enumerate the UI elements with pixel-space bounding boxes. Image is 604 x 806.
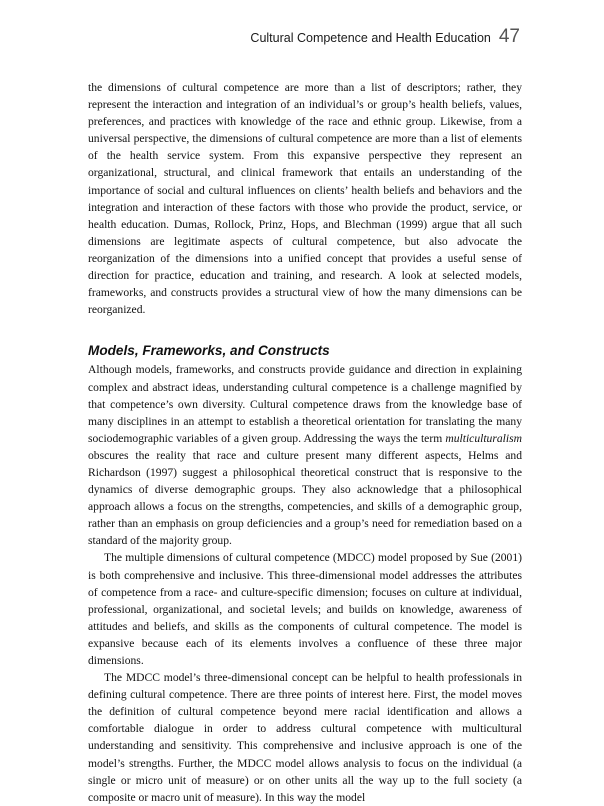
paragraph-continued: the dimensions of cultural competence are more than a list of descriptors; rather, they represent the interaction and integration of an individual’s or group’s health beliefs, values, preferences, and practices with knowledge of the race and ethnic group. Likewise, from a universal perspective, the dimensions of cultural competence are more than a list of elements of the health service system. From this expansive perspective they represent an organizational, structural, and clinical framework that entails an understanding of the importance of social and cultural influences on clients’ health beliefs and behaviors and the integration and interaction of these factors with those who provide the product, service, or health education. Dumas, Rollock, Prinz, Hops, and Blechman (1999) argue that all such dimensions are legitimate aspects of cultural competence, but also advocate the reorganization of the dimensions into a unified concept that provides a useful sense of direction for practice, education and training, and research. A look at selected models, frameworks, and constructs provides a structural view of how the many dimensions can be reorganized. <box>88 81 522 317</box>
running-head <box>250 26 520 48</box>
paragraph-mdcc-concept: The MDCC model’s three-dimensional concept can be helpful to health professionals in defining cultural competence. There are three points of interest here. First, the model moves the definition of cultural competence beyond mere racial identification and allows a comfortable dialogue in order to address cultural competence with multicultural understanding and sensitivity. This comprehensive and inclusive approach is one of the model’s strengths. Further, the MDCC model allows analysis to focus on the individual (a single or micro unit of measure) or on other units all the way up to the full society (a composite or macro unit of measure). In this way the model <box>88 671 522 804</box>
paragraph-text: Although models, frameworks, and constructs provide guidance and direction in explaining complex and abstract ideas, understanding cultural competence is a challenge magnified by that competence’s own diversity. Cultural competence draws from the knowledge base of many disciplines in an attempt to establish a theoretical orientation for translating the many sociodemographic variables of a given group. Addressing the ways the term <box>88 363 522 445</box>
italic-term: multiculturalism <box>445 431 522 445</box>
body-text <box>88 79 522 806</box>
page-number: 47 <box>498 26 520 47</box>
section-heading: Models, Frameworks, and Constructs <box>88 343 330 359</box>
paragraph-mdcc-model: The multiple dimensions of cultural competence (MDCC) model proposed by Sue (2001) is both comprehensive and inclusive. This three-dimensional model addresses the attributes of competence from a race- and culture-specific dimension; focuses on culture at individual, professional, organizational, and societal levels; and builds on knowledge, awareness of attitudes and beliefs, and skills as the components of cultural competence. The model is expansive because each of its elements involves a confluence of these three major dimensions. <box>88 551 522 667</box>
running-title: Cultural Competence and Health Education <box>250 31 491 45</box>
paragraph-text: obscures the reality that race and culture present many different aspects, Helms and Richardson (1997) suggest a philosophical theoretical construct that is responsive to the dynamics of diverse demographic groups. They also acknowledge that a philosophical approach allows a focus on the strengths, competencies, and skills of a demographic group, rather than an emphasis on group deficiencies and a group’s need for remediation based on a standard of the majority group. <box>88 448 522 548</box>
paragraph-models-intro <box>88 361 522 549</box>
